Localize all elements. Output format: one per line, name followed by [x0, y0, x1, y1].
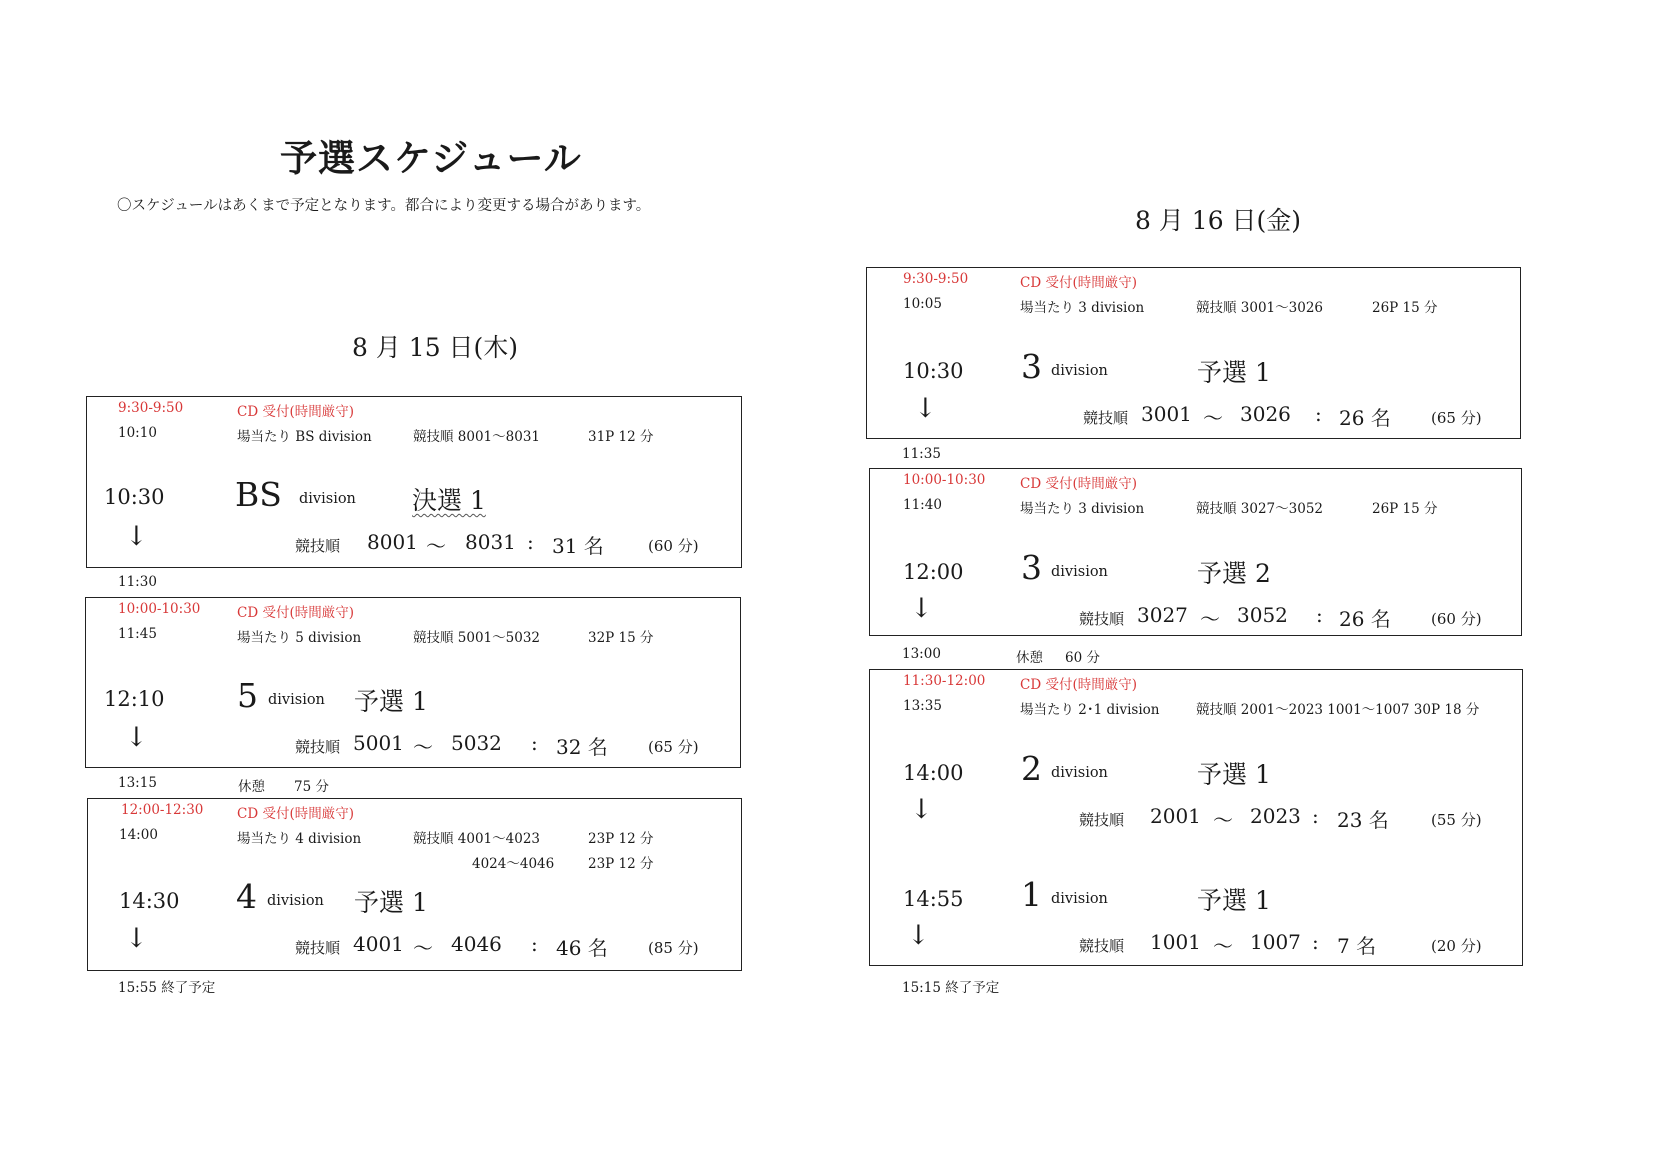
- range-colon: :: [1312, 804, 1319, 828]
- schedule-note: 〇スケジュールはあくまで予定となります。都合により変更する場合があります。: [117, 198, 651, 214]
- order-label: 競技順 5001～5032: [413, 630, 541, 646]
- arrow-down-icon: ↓: [914, 393, 937, 424]
- range-start: 8001: [367, 530, 418, 554]
- participant-count: 7 名: [1337, 934, 1377, 958]
- division-number: BS: [235, 475, 282, 514]
- range-end: 1007: [1250, 930, 1301, 954]
- range-label: 競技順: [1083, 409, 1129, 427]
- order-label: 競技順 4001～4023: [413, 831, 541, 847]
- range-colon: :: [1316, 603, 1323, 627]
- round-label: 予選 1: [1197, 760, 1271, 789]
- between-time: 11:35: [902, 446, 941, 462]
- draw-label: 場当たり BS division: [237, 429, 372, 445]
- round-label: 決選 1: [412, 486, 486, 515]
- range-label: 競技順: [295, 738, 341, 756]
- draw-time: 11:45: [118, 626, 157, 642]
- range-label: 競技順: [1079, 937, 1125, 955]
- range-label: 競技順: [1079, 811, 1125, 829]
- range-label: 競技順: [295, 537, 341, 555]
- range-start: 2001: [1150, 804, 1201, 828]
- start-time: 14:30: [119, 889, 180, 913]
- break-value: 75 分: [294, 779, 329, 795]
- participant-count: 23 名: [1337, 808, 1389, 832]
- arrow-down-icon: ↓: [125, 521, 148, 552]
- duration: (60 分): [1431, 610, 1482, 628]
- schedule-block-bs: [86, 396, 742, 568]
- page-title: 予選スケジュール: [280, 137, 582, 180]
- division-number: 4: [236, 877, 257, 916]
- range-start: 5001: [353, 731, 404, 755]
- day2-date: 8 月 16 日(金): [1135, 206, 1302, 235]
- end-time: 15:15 終了予定: [902, 980, 1000, 996]
- round-label: 予選 1: [1197, 886, 1271, 915]
- range-start: 4001: [353, 932, 404, 956]
- division-label: division: [299, 491, 356, 507]
- range-tilde: ～: [1213, 808, 1233, 832]
- schedule-block-3a: [866, 267, 1521, 439]
- participant-count: 26 名: [1339, 607, 1391, 631]
- break-label: 休憩: [1016, 650, 1043, 666]
- between-time: 11:30: [118, 574, 157, 590]
- participant-count: 26 名: [1339, 406, 1391, 430]
- range-tilde: ～: [1203, 406, 1223, 430]
- cd-time: 10:00-10:30: [903, 472, 986, 488]
- range-tilde: ～: [413, 735, 433, 759]
- cd-time: 10:00-10:30: [118, 601, 201, 617]
- range-end: 2023: [1250, 804, 1301, 828]
- between-time: 13:00: [902, 646, 941, 662]
- draw-time: 13:35: [903, 698, 942, 714]
- order-label: 競技順 3001～3026: [1196, 300, 1324, 316]
- range-tilde: ～: [426, 534, 446, 558]
- cd-label: CD 受付(時間厳守): [237, 404, 354, 420]
- range-end: 8031: [465, 530, 516, 554]
- cd-label: CD 受付(時間厳守): [237, 605, 354, 621]
- arrow-down-icon: ↓: [125, 923, 148, 954]
- arrow-down-icon: ↓: [910, 794, 933, 825]
- range-tilde: ～: [1200, 607, 1220, 631]
- range-colon: :: [531, 932, 538, 956]
- duration: (85 分): [648, 939, 699, 957]
- division-number: 5: [237, 676, 258, 715]
- cd-label: CD 受付(時間厳守): [1020, 275, 1137, 291]
- range-tilde: ～: [413, 936, 433, 960]
- duration: (60 分): [648, 537, 699, 555]
- start-time: 12:10: [104, 687, 165, 711]
- cd-label: CD 受付(時間厳守): [1020, 677, 1137, 693]
- order-detail: 26P 15 分: [1372, 300, 1438, 316]
- draw-label: 場当たり 3 division: [1020, 501, 1145, 517]
- range-colon: :: [1312, 930, 1319, 954]
- range-end: 3026: [1240, 402, 1291, 426]
- duration: (65 分): [1431, 409, 1482, 427]
- order-detail: 26P 15 分: [1372, 501, 1438, 517]
- draw-time: 10:10: [118, 425, 157, 441]
- order-detail-2: 23P 12 分: [588, 856, 654, 872]
- cd-label: CD 受付(時間厳守): [237, 806, 354, 822]
- participant-count: 31 名: [552, 534, 604, 558]
- day1-date: 8 月 15 日(木): [352, 333, 519, 362]
- order-label-2: 4024～4046: [472, 856, 555, 872]
- draw-label: 場当たり 2･1 division: [1020, 702, 1160, 718]
- range-end: 4046: [451, 932, 502, 956]
- start-time: 14:00: [903, 761, 964, 785]
- round-label: 予選 2: [1197, 559, 1271, 588]
- schedule-block-3b: [869, 468, 1522, 636]
- range-end: 5032: [451, 731, 502, 755]
- start-time: 12:00: [903, 560, 964, 584]
- cd-time: 11:30-12:00: [903, 673, 986, 689]
- participant-count: 46 名: [556, 936, 608, 960]
- between-time: 13:15: [118, 775, 157, 791]
- division-number: 3: [1021, 347, 1042, 386]
- order-label: 競技順 8001～8031: [413, 429, 541, 445]
- order-detail: 31P 12 分: [588, 429, 654, 445]
- draw-time: 14:00: [119, 827, 158, 843]
- draw-label: 場当たり 4 division: [237, 831, 362, 847]
- division-label: division: [1051, 891, 1108, 907]
- draw-label: 場当たり 5 division: [237, 630, 362, 646]
- round-label: 予選 1: [354, 687, 428, 716]
- range-label: 競技順: [295, 939, 341, 957]
- duration: (55 分): [1431, 811, 1482, 829]
- range-colon: :: [1315, 402, 1322, 426]
- range-tilde: ～: [1213, 934, 1233, 958]
- round-label: 予選 1: [1197, 358, 1271, 387]
- division-number: 2: [1021, 749, 1042, 788]
- break-label: 休憩: [238, 779, 265, 795]
- start-time: 14:55: [903, 887, 964, 911]
- order-detail: 32P 15 分: [588, 630, 654, 646]
- cd-time: 12:00-12:30: [121, 802, 204, 818]
- schedule-block-5: [85, 597, 741, 768]
- division-label: division: [267, 893, 324, 909]
- division-number: 1: [1021, 875, 1042, 914]
- order-detail: 23P 12 分: [588, 831, 654, 847]
- start-time: 10:30: [104, 485, 165, 509]
- break-value: 60 分: [1065, 650, 1100, 666]
- arrow-down-icon: ↓: [907, 920, 930, 951]
- arrow-down-icon: ↓: [125, 722, 148, 753]
- cd-time: 9:30-9:50: [903, 271, 969, 287]
- division-label: division: [1051, 363, 1108, 379]
- order-label: 競技順 2001～2023 1001～1007 30P 18 分: [1196, 702, 1480, 718]
- division-number: 3: [1021, 548, 1042, 587]
- schedule-block-2-1: [869, 669, 1523, 966]
- draw-time: 11:40: [903, 497, 942, 513]
- range-label: 競技順: [1079, 610, 1125, 628]
- cd-time: 9:30-9:50: [118, 400, 184, 416]
- start-time: 10:30: [903, 359, 964, 383]
- draw-label: 場当たり 3 division: [1020, 300, 1145, 316]
- range-colon: :: [531, 731, 538, 755]
- range-start: 3027: [1137, 603, 1188, 627]
- duration: (65 分): [648, 738, 699, 756]
- schedule-block-4: [87, 798, 742, 971]
- cd-label: CD 受付(時間厳守): [1020, 476, 1137, 492]
- range-end: 3052: [1237, 603, 1288, 627]
- division-label: division: [1051, 564, 1108, 580]
- draw-time: 10:05: [903, 296, 942, 312]
- range-start: 3001: [1141, 402, 1192, 426]
- participant-count: 32 名: [556, 735, 608, 759]
- arrow-down-icon: ↓: [910, 593, 933, 624]
- division-label: division: [1051, 765, 1108, 781]
- order-label: 競技順 3027～3052: [1196, 501, 1324, 517]
- range-colon: :: [527, 530, 534, 554]
- duration: (20 分): [1431, 937, 1482, 955]
- round-label: 予選 1: [354, 888, 428, 917]
- end-time: 15:55 終了予定: [118, 980, 216, 996]
- division-label: division: [268, 692, 325, 708]
- range-start: 1001: [1150, 930, 1201, 954]
